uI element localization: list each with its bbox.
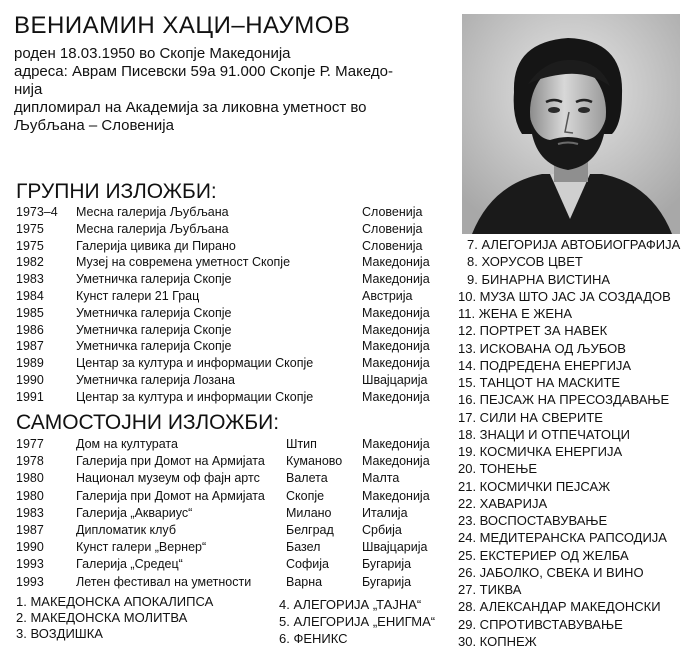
work-title: 16. ПЕЈСАЖ НА ПРЕСОЗДАВАЊЕ <box>458 392 670 407</box>
solo-row-city: Белград <box>286 523 334 537</box>
work-title: 22. ХАВАРИЈА <box>458 496 548 511</box>
group-row-venue: Уметничка галерија Скопје <box>76 339 232 353</box>
solo-row-year: 1987 <box>16 523 44 537</box>
work-title: 5. АЛЕГОРИЈА „ЕНИГМА“ <box>279 614 436 629</box>
solo-row-year: 1993 <box>16 575 44 589</box>
work-title: 8. ХОРУСОВ ЦВЕТ <box>467 254 583 269</box>
group-row-venue: Центар за култура и информации Скопје <box>76 390 314 404</box>
work-title: 27. ТИКВА <box>458 582 522 597</box>
solo-row-venue: Галерија „Средец“ <box>76 557 183 571</box>
group-row-venue: Месна галерија Љубљана <box>76 205 229 219</box>
group-row-country: Македонија <box>362 255 430 269</box>
group-row-year: 1986 <box>16 323 44 337</box>
work-title: 6. ФЕНИКС <box>279 631 348 646</box>
work-title: 2. МАКЕДОНСКА МОЛИТВА <box>16 610 188 625</box>
solo-row-country: Швајцарија <box>362 540 428 554</box>
group-row-country: Македонија <box>362 339 430 353</box>
bio-line-address: адреса: Аврам Писевски 59а 91.000 Скопје Р. Македо- <box>14 63 393 80</box>
solo-row-city: Милано <box>286 506 332 520</box>
work-title: 26. ЈАБОЛКО, СВЕКА И ВИНО <box>458 565 644 580</box>
group-row-country: Македонија <box>362 323 430 337</box>
bio-line-education: дипломирал на Академија за ликовна уметност во <box>14 99 367 116</box>
work-title: 9. БИНАРНА ВИСТИНА <box>467 272 611 287</box>
group-row-venue: Галерија цивика ди Пирано <box>76 239 236 253</box>
work-title: 21. КОСМИЧКИ ПЕЈСАЖ <box>458 479 611 494</box>
solo-exhibitions-heading: САМОСТОЈНИ ИЗЛОЖБИ: <box>16 411 280 434</box>
solo-row-country: Италија <box>362 506 408 520</box>
work-title: 13. ИСКОВАНА ОД ЉУБОВ <box>458 341 626 356</box>
group-row-country: Македонија <box>362 356 430 370</box>
group-row-venue: Музеј на современа уметност Скопје <box>76 255 291 269</box>
work-title: 24. МЕДИТЕРАНСКА РАПСОДИЈА <box>458 530 667 545</box>
group-row-year: 1990 <box>16 373 44 387</box>
solo-row-country: Македонија <box>362 489 430 503</box>
solo-row-country: Србија <box>362 523 402 537</box>
solo-row-year: 1980 <box>16 471 44 485</box>
group-row-country: Македонија <box>362 272 430 286</box>
group-row-year: 1987 <box>16 339 44 353</box>
work-title: 18. ЗНАЦИ И ОТПЕЧАТОЦИ <box>458 427 630 442</box>
work-title: 14. ПОДРЕДЕНА ЕНЕРГИЈА <box>458 358 632 373</box>
group-row-year: 1984 <box>16 289 44 303</box>
solo-row-venue: Галерија при Домот на Армијата <box>76 454 265 468</box>
solo-row-country: Малта <box>362 471 400 485</box>
group-row-year: 1982 <box>16 255 44 269</box>
group-row-venue: Уметничка галерија Лозана <box>76 373 235 387</box>
solo-row-country: Македонија <box>362 454 430 468</box>
group-row-venue: Уметничка галерија Скопје <box>76 272 232 286</box>
solo-row-year: 1983 <box>16 506 44 520</box>
artist-name: ВЕНИАМИН ХАЦИ–НАУМОВ <box>14 12 351 39</box>
bio-line-education-cont: Љубљана – Словенија <box>14 117 174 134</box>
group-row-venue: Месна галерија Љубљана <box>76 222 229 236</box>
work-title: 10. МУЗА ШТО ЈАС ЈА СОЗДАДОВ <box>458 289 671 304</box>
solo-row-city: Куманово <box>286 454 343 468</box>
solo-row-country: Бугарија <box>362 557 412 571</box>
solo-row-year: 1977 <box>16 437 44 451</box>
group-row-country: Словенија <box>362 239 423 253</box>
work-title: 23. ВОСПОСТАВУВАЊЕ <box>458 513 608 528</box>
group-row-country: Словенија <box>362 205 423 219</box>
work-title: 7. АЛЕГОРИЈА АВТОБИОГРАФИЈА <box>467 237 681 252</box>
solo-row-venue: Галерија „Аквариус“ <box>76 506 193 520</box>
group-row-venue: Уметничка галерија Скопје <box>76 306 232 320</box>
work-title: 30. КОПНЕЖ <box>458 634 537 649</box>
solo-row-venue: Национал музеум оф фајн артс <box>76 471 260 485</box>
solo-row-venue: Дом на културата <box>76 437 178 451</box>
group-row-year: 1985 <box>16 306 44 320</box>
solo-row-year: 1993 <box>16 557 44 571</box>
group-row-year: 1975 <box>16 239 44 253</box>
solo-row-venue: Кунст галери „Вернер“ <box>76 540 207 554</box>
work-title: 4. АЛЕГОРИЈА „ТАЈНА“ <box>279 597 422 612</box>
solo-row-city: Штип <box>286 437 317 451</box>
solo-row-venue: Летен фестивал на уметности <box>76 575 252 589</box>
solo-row-venue: Дипломатик клуб <box>76 523 176 537</box>
work-title: 11. ЖЕНА Е ЖЕНА <box>458 306 573 321</box>
group-row-country: Македонија <box>362 306 430 320</box>
work-title: 3. ВОЗДИШКА <box>16 626 103 641</box>
solo-row-city: Софија <box>286 557 329 571</box>
solo-row-year: 1978 <box>16 454 44 468</box>
group-row-venue: Уметничка галерија Скопје <box>76 323 232 337</box>
solo-row-country: Македонија <box>362 437 430 451</box>
work-title: 15. ТАНЦОТ НА МАСКИТЕ <box>458 375 621 390</box>
artist-portrait-photo <box>462 14 680 234</box>
work-title: 20. ТОНЕЊЕ <box>458 461 538 476</box>
solo-row-city: Варна <box>286 575 323 589</box>
solo-row-city: Скопје <box>286 489 325 503</box>
work-title: 19. КОСМИЧКА ЕНЕРГИЈА <box>458 444 623 459</box>
work-title: 28. АЛЕКСАНДАР МАКЕДОНСКИ <box>458 599 661 614</box>
work-title: 29. СПРОТИВСТАВУВАЊЕ <box>458 617 623 632</box>
group-row-country: Швајцарија <box>362 373 428 387</box>
group-row-year: 1973–4 <box>16 205 58 219</box>
solo-row-country: Бугарија <box>362 575 412 589</box>
group-row-country: Австрија <box>362 289 413 303</box>
solo-row-year: 1980 <box>16 489 44 503</box>
solo-row-city: Базел <box>286 540 321 554</box>
group-exhibitions-heading: ГРУПНИ ИЗЛОЖБИ: <box>16 180 217 203</box>
group-row-year: 1975 <box>16 222 44 236</box>
group-row-venue: Кунст галери 21 Грац <box>76 289 200 303</box>
group-row-year: 1989 <box>16 356 44 370</box>
solo-row-city: Валета <box>286 471 328 485</box>
bio-line-address-cont: нија <box>14 81 43 98</box>
work-title: 1. МАКЕДОНСКА АПОКАЛИПСА <box>16 594 214 609</box>
group-row-country: Словенија <box>362 222 423 236</box>
solo-row-year: 1990 <box>16 540 44 554</box>
group-row-year: 1991 <box>16 390 44 404</box>
bio-line-birth: роден 18.03.1950 во Скопје Македонија <box>14 45 291 62</box>
group-row-year: 1983 <box>16 272 44 286</box>
solo-row-venue: Галерија при Домот на Армијата <box>76 489 265 503</box>
group-row-country: Македонија <box>362 390 430 404</box>
work-title: 17. СИЛИ НА СВЕРИТЕ <box>458 410 603 425</box>
work-title: 12. ПОРТРЕТ ЗА НАВЕК <box>458 323 608 338</box>
work-title: 25. ЕКСТЕРИЕР ОД ЖЕЛБА <box>458 548 629 563</box>
group-row-venue: Центар за култура и информации Скопје <box>76 356 314 370</box>
